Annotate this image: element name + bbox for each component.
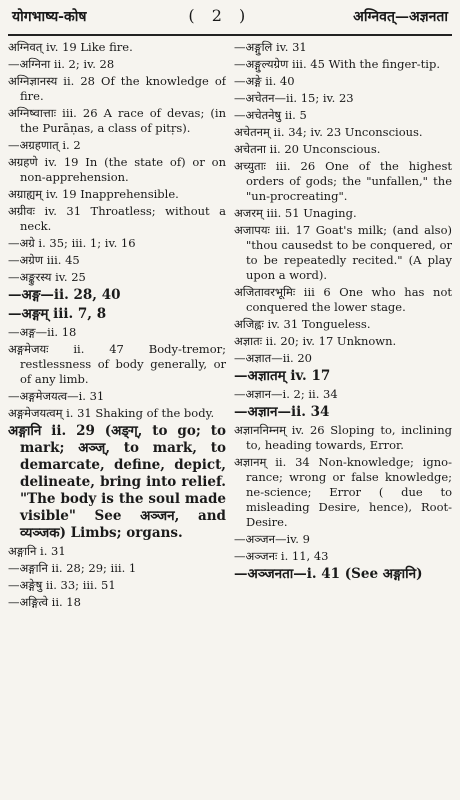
dictionary-entry: अजितावरभूमिः iii 6 One who has not conquered the lower stage.	[234, 285, 452, 314]
dictionary-entry: —अङ्गेषु ii. 33; iii. 51	[8, 578, 116, 592]
dictionary-entry: —अग्रेण iii. 45	[8, 253, 80, 267]
dictionary-entry: अजरम् iii. 51 Unaging.	[234, 206, 357, 220]
dictionary-entry: अज्ञाननिम्नम् iv. 26 Sloping to, inclining to, heading towards, Error.	[234, 423, 452, 452]
dictionary-entry: अजापयः iii. 17 Goat's milk; (and also) "thou causedst to be conquered, or to be repeatedly recited." (A play upon a word).	[234, 223, 452, 282]
dictionary-entry: —अङ्ग—ii. 18	[8, 325, 77, 339]
dictionary-entry: अग्रहणे iv. 19 In (the state of) or on non-apprehension.	[8, 155, 226, 184]
dictionary-entry: —अङ्गुल्यग्रेण iii. 45 With the finger-tip.	[234, 57, 440, 71]
dictionary-entry: —अज्ञान—ii. 34	[234, 404, 330, 420]
dictionary-entry: —अञ्जनः i. 11, 43	[234, 549, 329, 563]
dictionary-entry: —अङ्ग—ii. 28, 40	[8, 287, 121, 303]
dictionary-entry: अग्निज्ञानस्य ii. 28 Of the knowledge of fire.	[8, 74, 226, 103]
dictionary-entry: अङ्गानि i. 31	[8, 544, 66, 558]
dictionary-entry: —अज्ञातम् iv. 17	[234, 368, 331, 384]
dictionary-entry: अचेतनम् ii. 34; iv. 23 Unconscious.	[234, 125, 423, 139]
dictionary-entry: अग्निष्वात्ताः iii. 26 A race of devas; (in the Purāṇas, a class of pitṛs).	[8, 106, 226, 135]
header-book-title: योगभाष्य-कोष	[12, 9, 87, 25]
header-entry-range: अग्निवत्—अज्ञनता	[353, 9, 448, 25]
dictionary-entry: —अग्रहणात् i. 2	[8, 138, 81, 152]
dictionary-entry: अच्युताः iii. 26 One of the highest orders of gods; the "unfallen," the "un-procreating".	[234, 159, 452, 203]
dictionary-entry: —अञ्जन—iv. 9	[234, 532, 310, 546]
dictionary-entry: —अङ्कुरस्य iv. 25	[8, 270, 86, 284]
right-column	[234, 40, 452, 792]
dictionary-entry: —अङ्गमेजयत्व—i. 31	[8, 389, 105, 403]
dictionary-entry: अग्राह्यम् iv. 19 Inapprehensible.	[8, 187, 179, 201]
dictionary-entry: —अङ्गित्वे ii. 18	[8, 595, 81, 609]
dictionary-entry: अङ्गानि ii. 29 (अङ्ग्, to go; to mark; अञ्ज्, to mark, to demarcate, define, depict, delineate, bring into relief. "The body is the soul made visible" See अञ्जन, and व्यञ्जक) Limbs; organs.	[8, 423, 226, 541]
dictionary-entry: अग्रीवः iv. 31 Throatless; without a neck.	[8, 204, 226, 233]
page-header	[8, 6, 452, 32]
dictionary-entry: —अञ्जनता—i. 41 (See अङ्गानि)	[234, 566, 423, 582]
page-number: ( 2 )	[188, 6, 252, 25]
entry-columns	[8, 40, 452, 792]
dictionary-entry: —अङ्गुलि iv. 31	[234, 40, 307, 54]
dictionary-entry: अग्निवत् iv. 19 Like fire.	[8, 40, 133, 54]
dictionary-entry: अजिह्वः iv. 31 Tongueless.	[234, 317, 371, 331]
dictionary-entry: —अचेतन—ii. 15; iv. 23	[234, 91, 354, 105]
dictionary-entry: अङ्गमेजयः ii. 47 Body-tremor; restlessness of body generally, or of any limb.	[8, 342, 226, 386]
dictionary-entry: अङ्गमेजयत्वम् i. 31 Shaking of the body.	[8, 406, 215, 420]
dictionary-entry: —अग्निना ii. 2; iv. 28	[8, 57, 115, 71]
dictionary-entry: अज्ञातः ii. 20; iv. 17 Unknown.	[234, 334, 397, 348]
dictionary-entry: —अङ्गे ii. 40	[234, 74, 295, 88]
dictionary-entry: —अङ्गम् iii. 7, 8	[8, 306, 107, 322]
header-rule	[8, 34, 452, 36]
left-column	[8, 40, 226, 792]
dictionary-entry: —अग्रे i. 35; iii. 1; iv. 16	[8, 236, 136, 250]
dictionary-entry: अचेतना ii. 20 Unconscious.	[234, 142, 381, 156]
dictionary-entry: —अज्ञात—ii. 20	[234, 351, 312, 365]
dictionary-entry: —अङ्गानि ii. 28; 29; iii. 1	[8, 561, 137, 575]
dictionary-entry: —अचेतनेषु ii. 5	[234, 108, 307, 122]
dictionary-entry: अज्ञानम् ii. 34 Non-knowledge; igno-rance; wrong or false knowledge; ne-science; Error ( due to misleading Desire, hence), Root-Desire.	[234, 455, 452, 529]
dictionary-entry: —अज्ञान—i. 2; ii. 34	[234, 387, 338, 401]
